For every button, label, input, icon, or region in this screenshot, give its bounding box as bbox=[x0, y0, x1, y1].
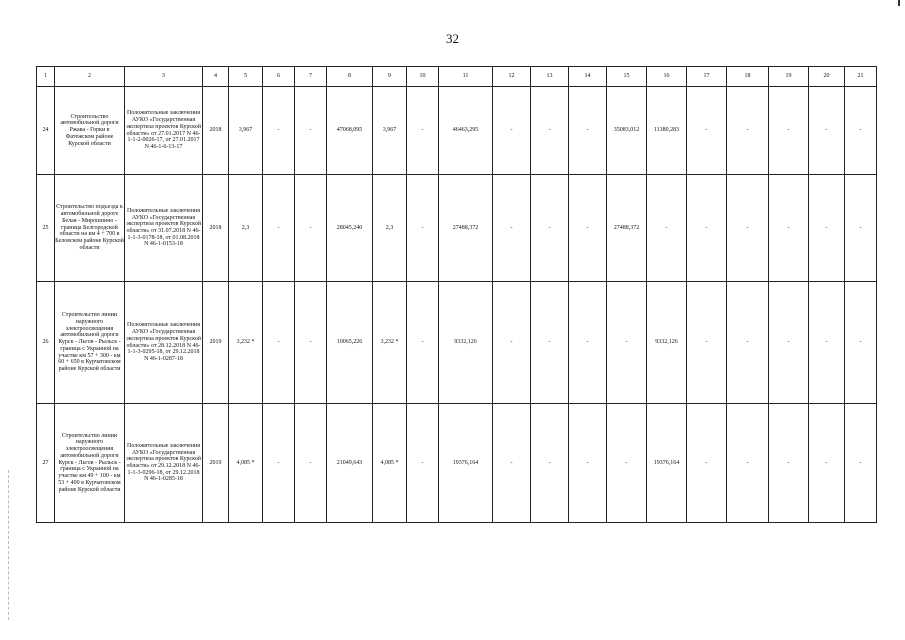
table-row bbox=[37, 87, 877, 175]
header-cell: 16 bbox=[647, 67, 687, 87]
cell-col12: - bbox=[493, 175, 531, 282]
cell-col21: - bbox=[845, 87, 877, 175]
header-cell: 3 bbox=[125, 67, 203, 87]
basis-text: Положительные заключения АУКО «Государственная экспертиза проектов Курской области» от 27.01.2017 N 46-1-1-2-0026-17, от 27.01.2017 N 46-1-6-13-17 bbox=[125, 87, 203, 175]
cell-col11: 46463,295 bbox=[439, 87, 493, 175]
header-cell: 11 bbox=[439, 67, 493, 87]
cell-col9: 3,967 bbox=[373, 87, 407, 175]
cell-col8: 10065,226 bbox=[327, 282, 373, 404]
cell-col5: 3,232 * bbox=[229, 282, 263, 404]
header-cell: 6 bbox=[263, 67, 295, 87]
object-name: Строительство автомобильной дороги Ржава - Горки в Фатежском районе Курской области bbox=[55, 87, 125, 175]
page-number: 32 bbox=[446, 31, 459, 46]
cell-col18: - bbox=[727, 282, 769, 404]
cell-col14: - bbox=[569, 404, 607, 523]
header-cell: 21 bbox=[845, 67, 877, 87]
header-cell: 20 bbox=[809, 67, 845, 87]
cell-col19: - bbox=[769, 282, 809, 404]
cell-col8: 47068,095 bbox=[327, 87, 373, 175]
cell-col17: - bbox=[687, 282, 727, 404]
header-cell: 2 bbox=[55, 67, 125, 87]
header-cell: 8 bbox=[327, 67, 373, 87]
cell-col14: - bbox=[569, 87, 607, 175]
cell-col19: - bbox=[769, 175, 809, 282]
header-row bbox=[37, 67, 877, 87]
cell-col12: - bbox=[493, 404, 531, 523]
object-name: Строительство линии наружного электроосвещения автомобильной дороги Курск - Льгов - Рыльск - граница с Украиной на участке км 49 + 100 - км 53 + 400 в Курчатовском районе Курской области bbox=[55, 404, 125, 523]
cell-col17: - bbox=[687, 87, 727, 175]
cell-col10: - bbox=[407, 282, 439, 404]
cell-col17: - bbox=[687, 175, 727, 282]
header-cell: 10 bbox=[407, 67, 439, 87]
basis-text: Положительные заключения АУКО «Государственная экспертиза проектов Курской области» от 31.07.2018 N 46-1-1-3-0178-18, от 01.08.2018 N 46-1-0153-18 bbox=[125, 175, 203, 282]
header-cell: 14 bbox=[569, 67, 607, 87]
cell-col11: 9332,126 bbox=[439, 282, 493, 404]
cell-col20: - bbox=[809, 175, 845, 282]
cell-col16: - bbox=[647, 175, 687, 282]
row-number: 25 bbox=[37, 175, 55, 282]
cell-col14: - bbox=[569, 175, 607, 282]
cell-col13: - bbox=[531, 87, 569, 175]
cell-col19: - bbox=[769, 404, 809, 523]
table-row bbox=[37, 404, 877, 523]
cell-col7: - bbox=[295, 282, 327, 404]
cell-col10: - bbox=[407, 87, 439, 175]
cell-col4: 2018 bbox=[203, 87, 229, 175]
cell-col5: 4,085 * bbox=[229, 404, 263, 523]
cell-col12: - bbox=[493, 87, 531, 175]
header-cell: 4 bbox=[203, 67, 229, 87]
header-cell: 7 bbox=[295, 67, 327, 87]
cell-col18: - bbox=[727, 175, 769, 282]
header-cell: 15 bbox=[607, 67, 647, 87]
data-table bbox=[36, 66, 877, 523]
cell-col15: - bbox=[607, 404, 647, 523]
cell-col12: - bbox=[493, 282, 531, 404]
cell-col20: - bbox=[809, 404, 845, 523]
basis-text: Положительные заключения АУКО «Государственная экспертиза проектов Курской области» от 29.12.2018 N 46-1-1-3-0296-18, от 29.12.2018 N 46-1-0285-18 bbox=[125, 404, 203, 523]
cell-col8: 21049,643 bbox=[327, 404, 373, 523]
cell-col16: 11380,283 bbox=[647, 87, 687, 175]
cell-col8: 28045,240 bbox=[327, 175, 373, 282]
cell-col19: - bbox=[769, 87, 809, 175]
cell-col20: - bbox=[809, 87, 845, 175]
cell-col18: - bbox=[727, 404, 769, 523]
cell-col7: - bbox=[295, 404, 327, 523]
cell-col5: 3,967 bbox=[229, 87, 263, 175]
cell-col6: - bbox=[263, 87, 295, 175]
cell-col15: 27488,372 bbox=[607, 175, 647, 282]
margin-rule bbox=[8, 470, 9, 620]
cell-col15: - bbox=[607, 282, 647, 404]
header-cell: 9 bbox=[373, 67, 407, 87]
cell-col15: 35083,012 bbox=[607, 87, 647, 175]
table-row bbox=[37, 282, 877, 404]
cell-col4: 2019 bbox=[203, 282, 229, 404]
cell-col5: 2,3 bbox=[229, 175, 263, 282]
table-row bbox=[37, 175, 877, 282]
cell-col20: - bbox=[809, 282, 845, 404]
cell-col21: - bbox=[845, 175, 877, 282]
object-name: Строительство линии наружного электроосвещения автомобильной дороги Курск - Льгов - Рыльск - граница с Украиной на участке км 57 + 300 - км 60 + 650 в Курчатовском районе Курской области bbox=[55, 282, 125, 404]
cell-col4: 2019 bbox=[203, 404, 229, 523]
cell-col21: - bbox=[845, 404, 877, 523]
header-cell: 19 bbox=[769, 67, 809, 87]
header-cell: 13 bbox=[531, 67, 569, 87]
cell-col11: 19376,164 bbox=[439, 404, 493, 523]
cell-col6: - bbox=[263, 175, 295, 282]
header-cell: 17 bbox=[687, 67, 727, 87]
cell-col10: - bbox=[407, 175, 439, 282]
header-cell: 18 bbox=[727, 67, 769, 87]
cell-col13: - bbox=[531, 282, 569, 404]
basis-text: Положительные заключения АУКО «Государственная экспертиза проектов Курской области» от 28.12.2018 N 46-1-1-3-0295-18, от 29.12.2018 N 46-1-0287-18 bbox=[125, 282, 203, 404]
cell-col13: - bbox=[531, 175, 569, 282]
row-number: 26 bbox=[37, 282, 55, 404]
cell-col7: - bbox=[295, 175, 327, 282]
cell-col6: - bbox=[263, 282, 295, 404]
cell-col9: 2,3 bbox=[373, 175, 407, 282]
header-cell: 12 bbox=[493, 67, 531, 87]
cell-col11: 27488,372 bbox=[439, 175, 493, 282]
cell-col9: 4,085 * bbox=[373, 404, 407, 523]
header-cell: 5 bbox=[229, 67, 263, 87]
row-number: 24 bbox=[37, 87, 55, 175]
cell-col7: - bbox=[295, 87, 327, 175]
object-name: Строительство подъезда к автомобильной дороге Белая - Мирошнино - граница Белгородской области на км 4 + 700 в Беловском районе Курской области bbox=[55, 175, 125, 282]
cell-col6: - bbox=[263, 404, 295, 523]
cell-col9: 3,232 * bbox=[373, 282, 407, 404]
cell-col4: 2018 bbox=[203, 175, 229, 282]
cell-col16: 19376,164 bbox=[647, 404, 687, 523]
cell-col21: - bbox=[845, 282, 877, 404]
cell-col16: 9332,126 bbox=[647, 282, 687, 404]
cell-col17: - bbox=[687, 404, 727, 523]
cell-col10: - bbox=[407, 404, 439, 523]
cell-col18: - bbox=[727, 87, 769, 175]
corner-mark bbox=[898, 0, 900, 6]
row-number: 27 bbox=[37, 404, 55, 523]
cell-col13: - bbox=[531, 404, 569, 523]
header-cell: 1 bbox=[37, 67, 55, 87]
cell-col14: - bbox=[569, 282, 607, 404]
